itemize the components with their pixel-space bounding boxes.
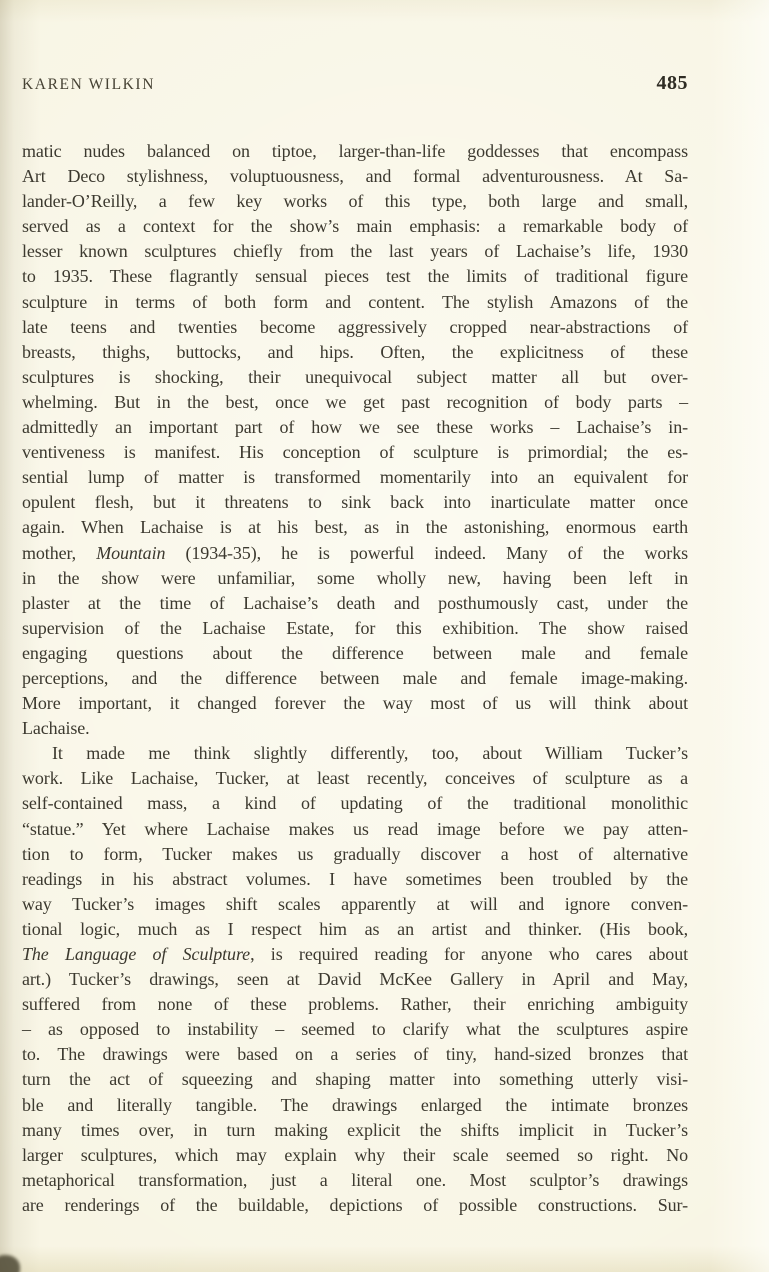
text-line: to 1935. These flagrantly sensual pieces test the limits of traditional figure — [22, 266, 688, 287]
text-line: admittedly an important part of how we see these works – Lachaise’s in- — [22, 417, 688, 438]
text-line: readings in his abstract volumes. I have sometimes been troubled by the — [22, 868, 688, 889]
text-line: It made me think slightly differently, too, about William Tucker’s — [52, 743, 688, 764]
text-line: are renderings of the buildable, depictions of possible constructions. Sur- — [22, 1194, 688, 1215]
page-number: 485 — [656, 72, 688, 94]
text-line: matic nudes balanced on tiptoe, larger-than-life goddesses that encompass — [22, 141, 688, 161]
text-line: served as a context for the show’s main emphasis: a remarkable body of — [22, 216, 688, 237]
scan-corner-smudge — [0, 1255, 20, 1272]
text-line: way Tucker’s images shift scales apparently at will and ignore conven- — [22, 893, 688, 914]
text-line: art.) Tucker’s drawings, seen at David McKee Gallery in April and May, — [22, 969, 688, 990]
text-line: larger sculptures, which may explain why their scale seemed so right. No — [22, 1144, 688, 1165]
text-line: mother, Mountain (1934-35), he is powerful indeed. Many of the works — [22, 542, 689, 563]
text-line: The Language of Sculpture, is required reading for anyone who cares about — [22, 944, 688, 964]
text-line: many times over, in turn making explicit the shifts implicit in Tucker’s — [22, 1119, 688, 1140]
text-line: “statue.” Yet where Lachaise makes us read image before we pay atten- — [22, 818, 688, 839]
text-line: self-contained mass, a kind of updating of the traditional monolithic — [22, 793, 688, 814]
text-line: sculptures is shocking, their unequivocal subject matter all but over- — [22, 366, 688, 387]
running-head-author: KAREN WILKIN — [22, 76, 155, 93]
text-line: supervision of the Lachaise Estate, for this exhibition. The show raised — [22, 617, 688, 638]
text-line: Art Deco stylishness, voluptuousness, and formal adventurousness. At Sa- — [22, 166, 688, 187]
text-line: tion to form, Tucker makes us gradually discover a host of alternative — [22, 843, 688, 864]
text-line: perceptions, and the difference between male and female image-making. — [22, 667, 688, 688]
text-line: – as opposed to instability – seemed to clarify what the sculptures aspire — [22, 1019, 688, 1040]
text-line: ventiveness is manifest. His conception of sculpture is primordial; the es- — [22, 442, 688, 463]
text-line: again. When Lachaise is at his best, as in the astonishing, enormous earth — [22, 517, 688, 538]
text-line: lander-O’Reilly, a few key works of this type, both large and small, — [22, 191, 688, 212]
text-line: to. The drawings were based on a series of tiny, hand-sized bronzes that — [22, 1044, 688, 1065]
text-line: suffered from none of these problems. Rather, their enriching ambiguity — [22, 994, 688, 1015]
text-line: turn the act of squeezing and shaping matter into something utterly visi- — [22, 1069, 688, 1090]
text-line: tional logic, much as I respect him as an artist and thinker. (His book, — [22, 918, 688, 939]
text-line: plaster at the time of Lachaise’s death and posthumously cast, under the — [22, 592, 688, 613]
text-line: late teens and twenties become aggressively cropped near-abstractions of — [22, 316, 688, 337]
text-line: lesser known sculptures chiefly from the last years of Lachaise’s life, 1930 — [22, 241, 688, 262]
page-header — [22, 72, 688, 95]
text-line: engaging questions about the difference between male and female — [22, 642, 688, 663]
text-line: ble and literally tangible. The drawings enlarged the intimate bronzes — [22, 1094, 688, 1115]
page-text — [22, 139, 688, 1218]
text-line: sculpture in terms of both form and content. The stylish Amazons of the — [22, 291, 688, 312]
text-line: breasts, thighs, buttocks, and hips. Often, the explicitness of these — [22, 341, 688, 362]
text-line: sential lump of matter is transformed momentarily into an equivalent for — [22, 467, 688, 488]
text-line: Lachaise. — [22, 718, 90, 739]
text-line: work. Like Lachaise, Tucker, at least recently, conceives of sculpture as a — [22, 768, 688, 789]
text-line: metaphorical transformation, just a literal one. Most sculptor’s drawings — [22, 1169, 688, 1190]
text-line: More important, it changed forever the way most of us will think about — [22, 693, 688, 714]
text-line: whelming. But in the best, once we get past recognition of body parts – — [22, 391, 688, 412]
text-line: opulent flesh, but it threatens to sink back into inarticulate matter once — [22, 492, 688, 513]
text-line: in the show were unfamiliar, some wholly new, having been left in — [22, 567, 688, 588]
